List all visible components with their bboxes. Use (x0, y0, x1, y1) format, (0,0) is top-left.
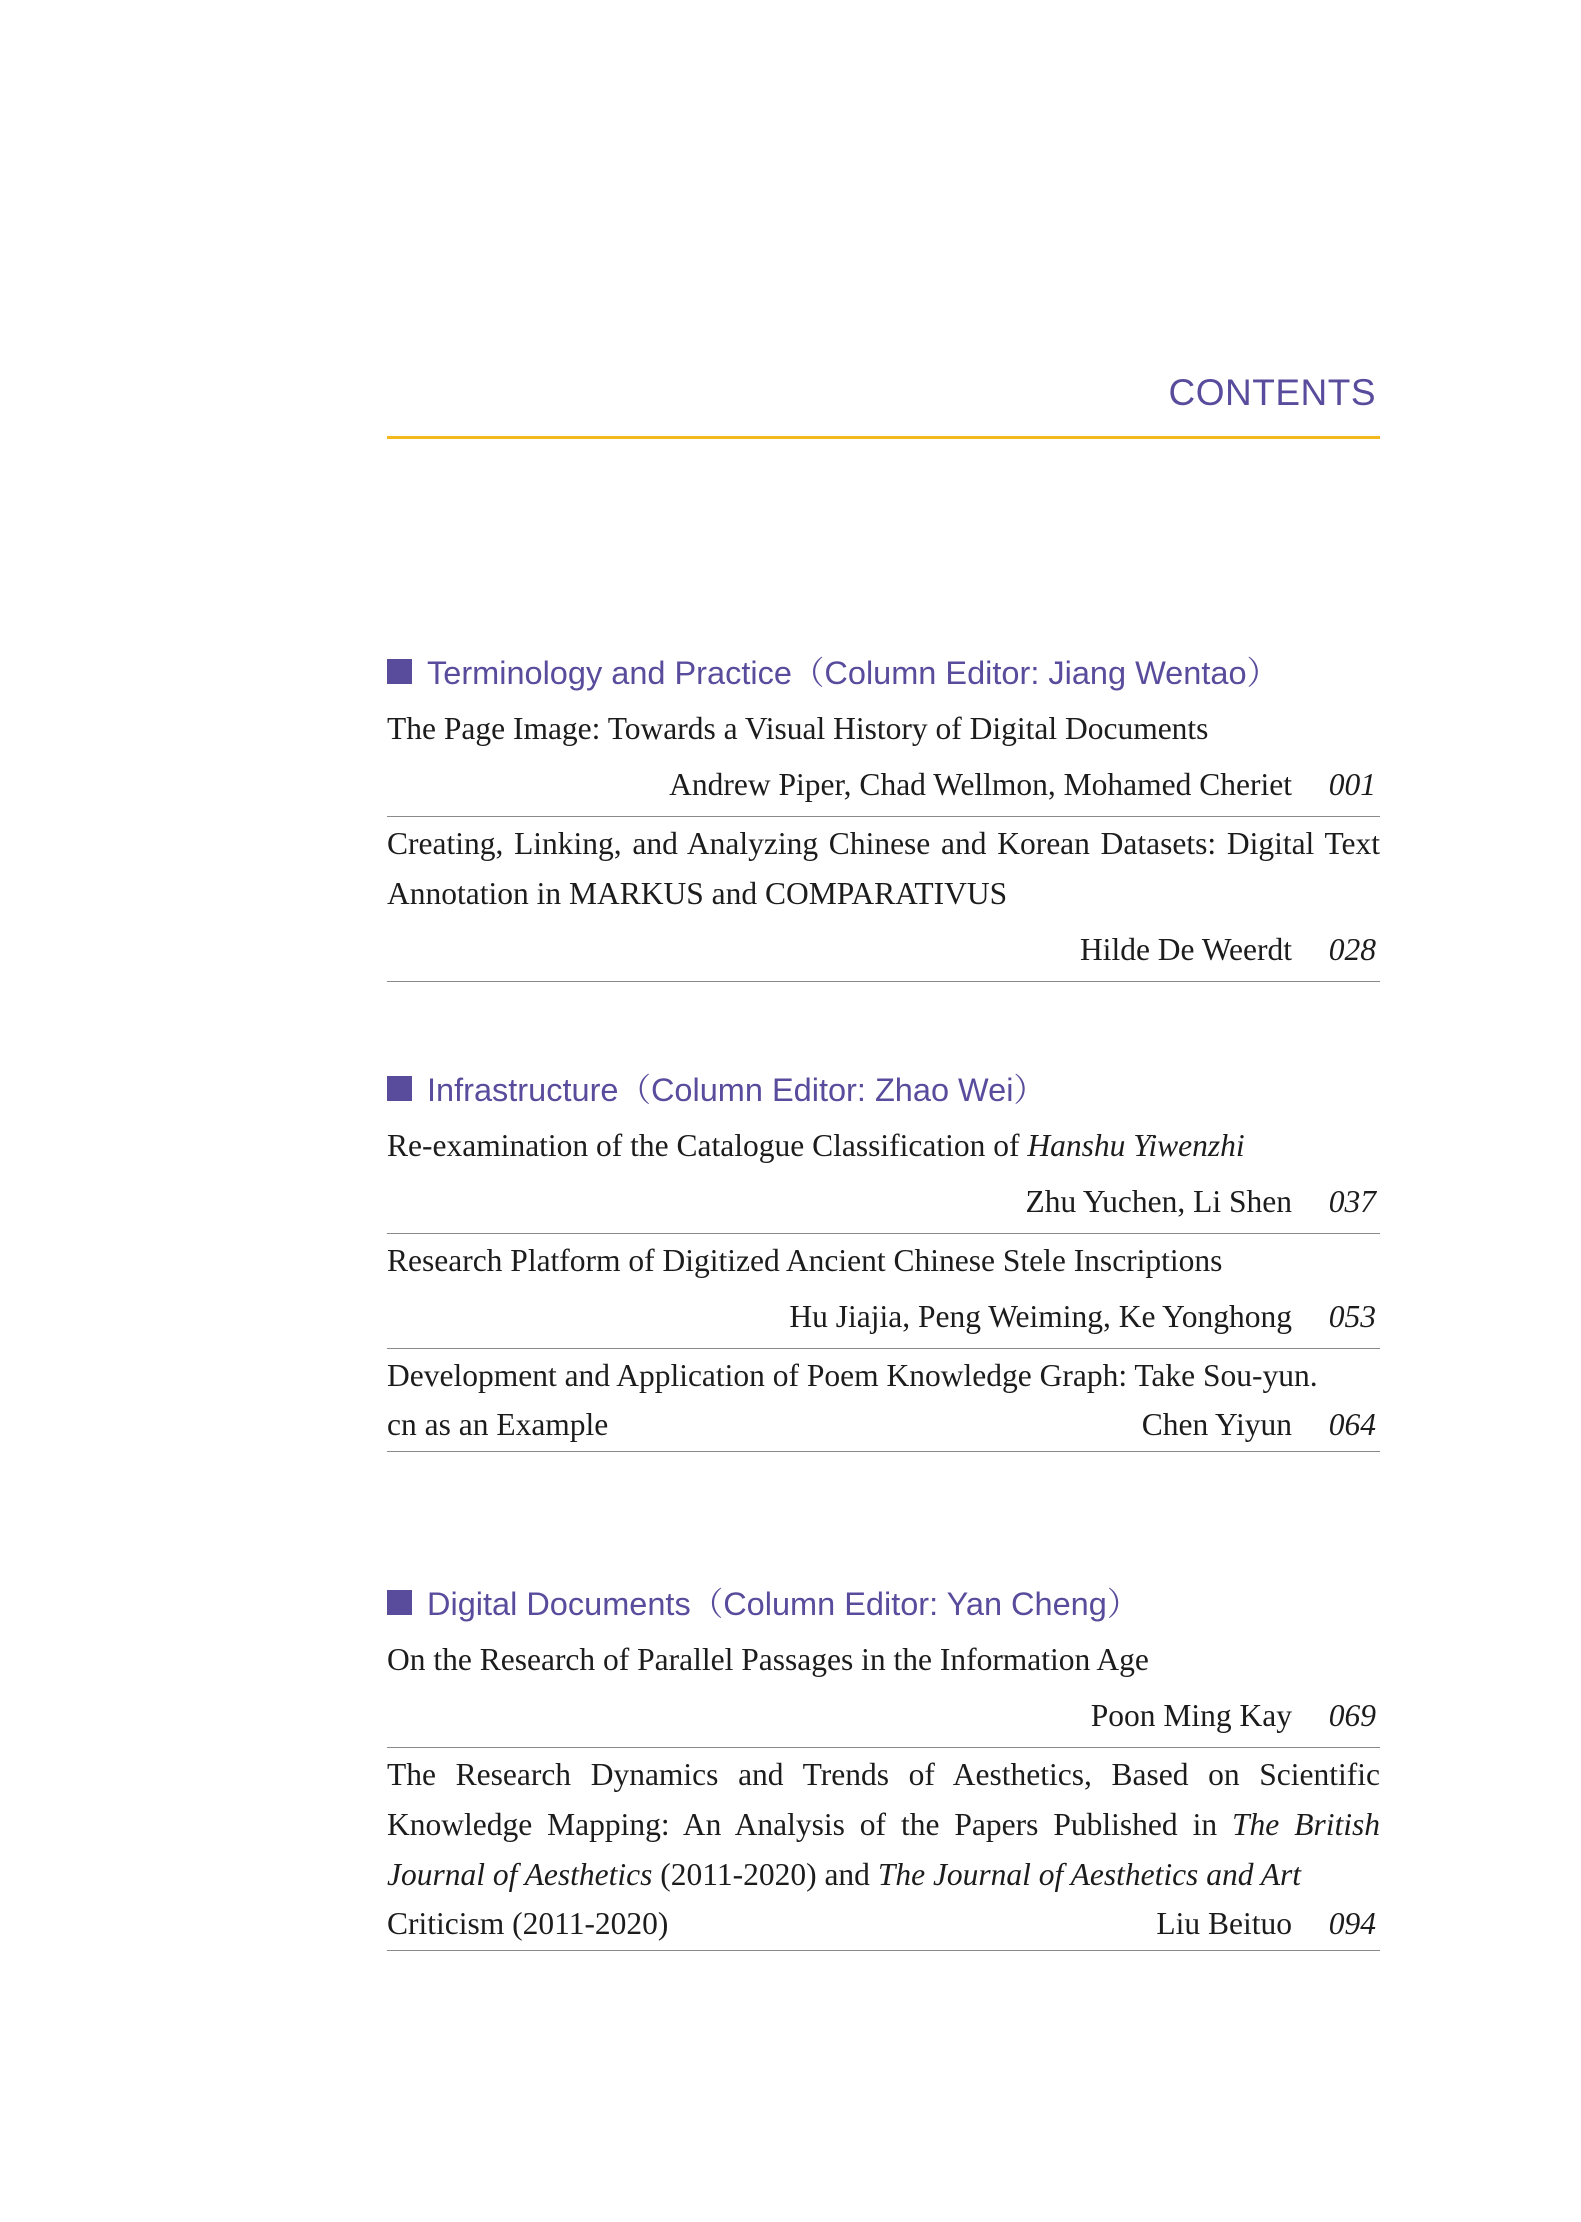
entry-meta (387, 754, 1380, 816)
entry-title-italic: Hanshu Yiwenzhi (1027, 1128, 1245, 1163)
section-heading (387, 1057, 1380, 1119)
entry-meta-right (1156, 1906, 1380, 1942)
entry-title-italic: Criticism (387, 1906, 505, 1941)
entry-authors: Andrew Piper, Chad Wellmon, Mohamed Cheriet (669, 767, 1292, 802)
entry-title-text: (2011-2020) and (652, 1857, 878, 1892)
toc-entry (387, 1633, 1380, 1748)
toc-entry (387, 702, 1380, 817)
entry-title: The Page Image: Towards a Visual History of Digital Documents (387, 711, 1209, 746)
entry-page-number: 064 (1328, 1407, 1376, 1442)
entry-title-text: (2011-2020) (504, 1906, 669, 1941)
square-bullet-icon (387, 1076, 412, 1101)
entry-title: Development and Application of Poem Knowledge Graph: Take Sou-yun. (387, 1358, 1318, 1393)
section-heading-text: Infrastructure（Column Editor: Zhao Wei） (427, 1072, 1046, 1108)
entry-meta (387, 1171, 1380, 1233)
entry-page-number: 069 (1328, 1698, 1376, 1733)
entry-title: Research Platform of Digitized Ancient Chinese Stele Inscriptions (387, 1243, 1223, 1278)
entry-page-number: 028 (1328, 932, 1376, 967)
entry-title-continuation (387, 1906, 668, 1942)
contents-header (387, 370, 1380, 439)
entry-title-text: Re-examination of the Catalogue Classification of (387, 1128, 1028, 1163)
toc-entry (387, 1234, 1380, 1349)
entry-title (387, 1748, 1380, 1900)
toc-entry (387, 1748, 1380, 1951)
entry-page-number: 053 (1328, 1299, 1376, 1334)
entry-title-continuation: cn as an Example (387, 1407, 609, 1442)
entry-meta (387, 1900, 1380, 1950)
contents-title: CONTENTS (1168, 372, 1376, 413)
entry-authors: Hilde De Weerdt (1079, 932, 1292, 967)
section-heading (387, 1571, 1380, 1633)
toc-entry (387, 1119, 1380, 1234)
entry-authors: Chen Yiyun (1141, 1407, 1292, 1442)
square-bullet-icon (387, 1590, 412, 1615)
entry-meta (387, 919, 1380, 981)
section-terminology-and-practice (387, 640, 1380, 982)
entry-meta (387, 1286, 1380, 1348)
section-heading-text: Terminology and Practice（Column Editor: Jiang Wentao） (427, 655, 1280, 691)
entry-meta (387, 1401, 1380, 1451)
entry-page-number: 001 (1328, 767, 1376, 802)
section-infrastructure (387, 1057, 1380, 1452)
entry-authors: Hu Jiajia, Peng Weiming, Ke Yonghong (789, 1299, 1292, 1334)
section-digital-documents (387, 1571, 1380, 1951)
entry-authors: Poon Ming Kay (1090, 1698, 1292, 1733)
toc-entry (387, 1349, 1380, 1452)
entry-title: Creating, Linking, and Analyzing Chinese and Korean Datasets: Digital Text Annotation in MARKUS and COMPARATIVUS (387, 826, 1380, 911)
entry-title-italic: The Journal of Aesthetics and Art (877, 1857, 1302, 1892)
square-bullet-icon (387, 659, 412, 684)
entry-meta-right (1142, 1407, 1380, 1443)
entry-page-number: 094 (1328, 1906, 1376, 1941)
entry-title-text: The Research Dynamics and Trends of Aesthetics, Based on Scientific Knowledge Mapping: An Analysis of the Papers Published in (387, 1757, 1380, 1842)
section-heading (387, 640, 1380, 702)
entry-authors: Liu Beituo (1156, 1906, 1292, 1941)
entry-page-number: 037 (1328, 1184, 1376, 1219)
section-heading-text: Digital Documents（Column Editor: Yan Cheng） (427, 1586, 1140, 1622)
entry-authors: Zhu Yuchen, Li Shen (1025, 1184, 1292, 1219)
entry-title: On the Research of Parallel Passages in the Information Age (387, 1642, 1149, 1677)
entry-title (387, 1119, 1380, 1171)
entry-title-italic: The British Journal of Aesthetics (387, 1807, 1380, 1892)
toc-entry (387, 817, 1380, 982)
entry-meta (387, 1685, 1380, 1747)
